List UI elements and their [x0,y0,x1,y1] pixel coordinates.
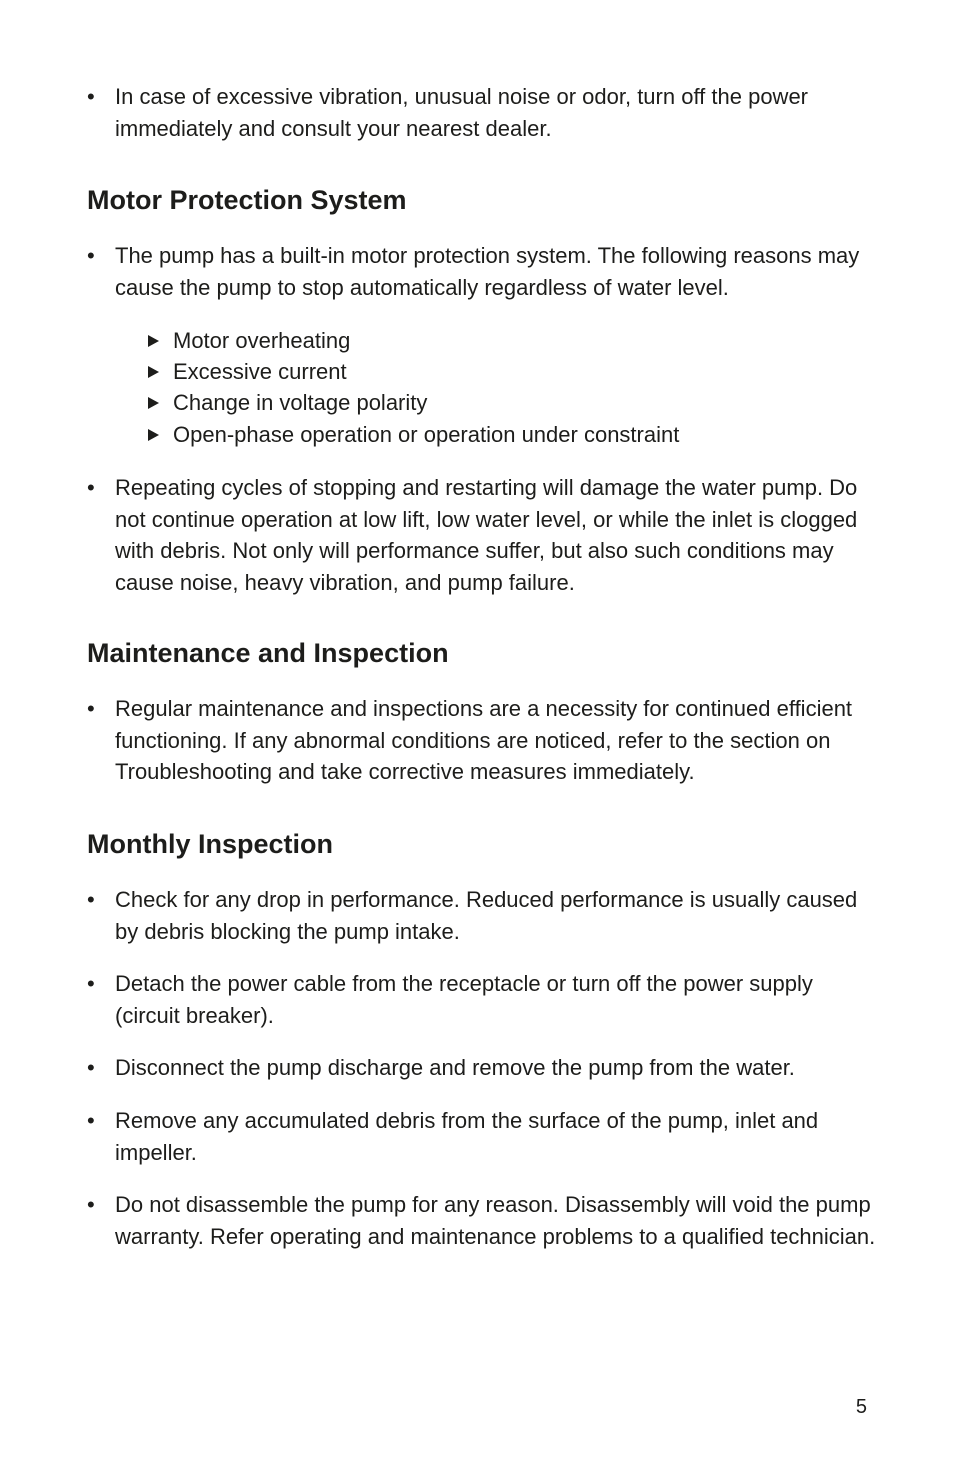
bullet-text: Remove any accumulated debris from the surface of the pump, inlet and impeller. [115,1108,819,1165]
bullet-text: Repeating cycles of stopping and restarting will damage the water pump. Do not continue operation at low lift, low water level, or while the inlet is clogged with debris. Not only will performance suffer, but also such conditions may cause noise, heavy vibration, and pump failure. [115,475,858,595]
monthly-bullet [87,1105,877,1168]
triangle-bullet-icon [148,335,159,347]
bullet-text: Disconnect the pump discharge and remove the pump from the water. [115,1055,795,1080]
heading-motor-protection: Motor Protection System [87,185,407,215]
bullet-text: Detach the power cable from the receptacle or turn off the power supply (circuit breaker). [115,971,813,1028]
bullet-text: Regular maintenance and inspections are a necessity for continued efficient functioning. If any abnormal conditions are noticed, refer to the section on Troubleshooting and take corrective measures immediately. [115,696,853,784]
bullet-dot: • [87,1055,95,1080]
bullet-dot: • [87,696,95,721]
monthly-bullet [87,1189,877,1252]
bullet-text: Check for any drop in performance. Reduced performance is usually caused by debris blocking the pump intake. [115,887,858,944]
reason-item [148,387,427,418]
reason-text: Motor overheating [173,328,351,353]
motor-protection-bullet-2 [87,472,877,598]
bullet-dot: • [87,1192,95,1217]
bullet-dot: • [87,475,95,500]
bullet-dot: • [87,84,95,109]
reason-item [148,419,679,450]
reason-text: Excessive current [173,359,347,384]
page-number: 5 [855,1396,867,1418]
bullet-dot: • [87,243,95,268]
reason-item [148,356,347,387]
intro-bullet [87,81,877,144]
triangle-bullet-icon [148,429,159,441]
heading-monthly-inspection: Monthly Inspection [87,829,333,859]
bullet-text: The pump has a built-in motor protection system. The following reasons may cause the pump to stop automatically regardless of water level. [115,243,860,300]
reason-text: Open-phase operation or operation under constraint [173,422,680,447]
monthly-bullet [87,968,877,1031]
triangle-bullet-icon [148,366,159,378]
bullet-text: Do not disassemble the pump for any reason. Disassembly will void the pump warranty. Refer operating and maintenance problems to a qualified technician. [115,1192,876,1249]
reason-text: Change in voltage polarity [173,390,428,415]
bullet-dot: • [87,887,95,912]
reason-item [148,325,350,356]
maintenance-bullet [87,693,877,788]
bullet-dot: • [87,971,95,996]
bullet-text: In case of excessive vibration, unusual noise or odor, turn off the power immediately and consult your nearest dealer. [115,84,808,141]
monthly-bullet [87,1052,877,1084]
bullet-dot: • [87,1108,95,1133]
heading-maintenance: Maintenance and Inspection [87,638,449,668]
monthly-bullet [87,884,877,947]
triangle-bullet-icon [148,397,159,409]
motor-protection-bullet-1 [87,240,877,303]
